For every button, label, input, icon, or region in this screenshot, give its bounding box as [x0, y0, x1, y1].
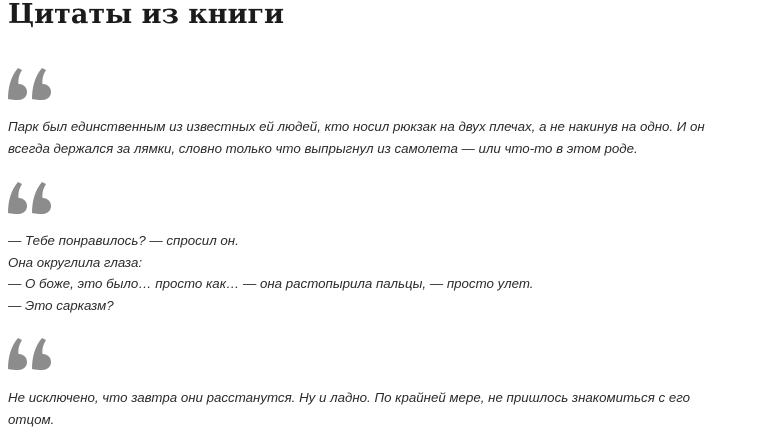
quote-line: Она округлила глаза:: [8, 254, 143, 270]
quote-line: отцом.: [8, 411, 55, 427]
quote-line: Парк был единственным из известных ей людей, кто носил рюкзак на двух плечах, а не накинув на одно. И он: [8, 119, 705, 134]
quote-block: [8, 116, 756, 159]
quote-line: Не исключено, что завтра они расстанутся. Ну и ладно. По крайней мере, не пришлось знакомиться с его: [8, 390, 691, 405]
quote-open-icon: [6, 336, 56, 372]
quote-block: [8, 387, 756, 430]
quote-line: всегда держался за лямки, словно только что выпрыгнул из самолета — или что-то в этом роде.: [8, 140, 638, 156]
quote-line: — О боже, это было… просто как… — она растопырила пальцы, — просто улет.: [8, 276, 534, 291]
page-title: Цитаты из книги: [8, 0, 285, 30]
quote-line: — Тебе понравилось? — спросил он.: [8, 233, 239, 248]
quote-line: — Это сарказм?: [8, 297, 114, 313]
quote-open-icon: [6, 180, 56, 216]
quote-block: [8, 230, 756, 316]
quote-open-icon: [6, 66, 56, 102]
